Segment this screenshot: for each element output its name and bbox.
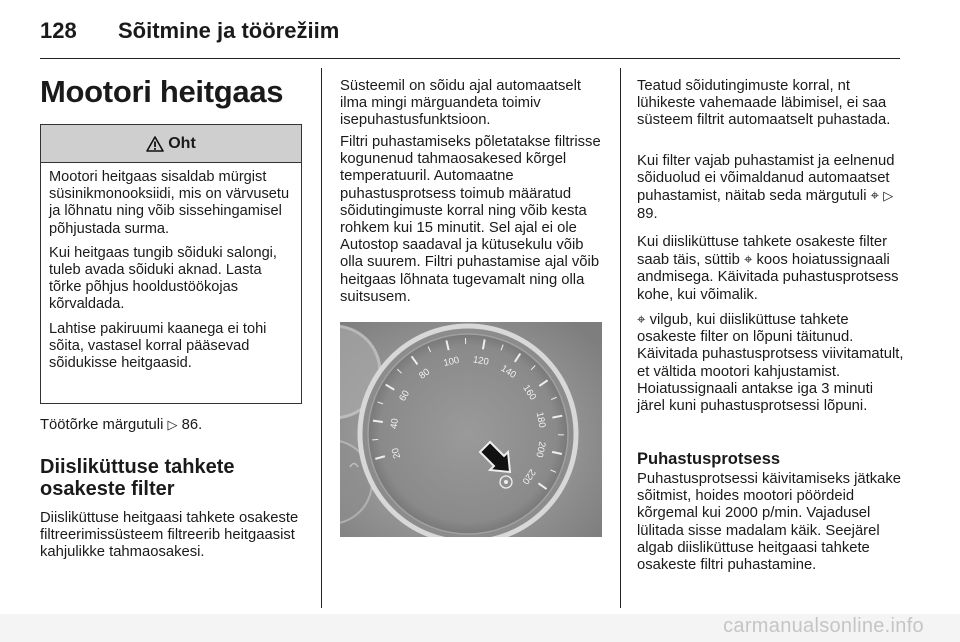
gauge-speed-label: 220 <box>519 466 538 487</box>
section-title: Mootori heitgaas <box>40 74 284 109</box>
column-divider <box>321 68 322 608</box>
gauge-speed-label: 180 <box>533 411 548 429</box>
warning-body <box>41 163 301 372</box>
column-divider <box>620 68 621 608</box>
watermark-bar <box>0 614 960 642</box>
page-reference-icon: ▷ <box>167 417 178 432</box>
gauge-speed-label: 120 <box>472 354 490 368</box>
speedometer-image <box>340 322 602 537</box>
col3-paragraph-3 <box>637 234 905 304</box>
page-number: 128 <box>40 18 77 43</box>
watermark-text: carmanualsonline.info <box>723 615 924 637</box>
warning-box <box>40 124 302 404</box>
col3-paragraph-2-ref: 89. <box>637 205 658 222</box>
col3-paragraph-2 <box>637 153 905 223</box>
reference-text: Töötõrke märgutuli <box>40 417 164 433</box>
gauge-speed-label: 160 <box>520 382 539 403</box>
fault-lamp-reference <box>40 416 302 434</box>
col3-paragraph-4 <box>637 311 905 415</box>
reference-page: 86. <box>181 417 203 433</box>
col3-paragraph-1: Teatud sõidutingimuste korral, nt lühikeste vahemaade läbimisel, ei saa süsteem filtrit automaatselt puhastada. <box>637 78 891 129</box>
warning-triangle-icon <box>146 136 164 152</box>
speedometer-illustration <box>340 322 602 537</box>
dpf-warning-icon: ⌖ <box>743 251 753 269</box>
warning-title: Oht <box>168 134 196 152</box>
col2-paragraph-1: Süsteemil on sõidu ajal automaatselt ilma mingi märguandeta toimiv isepuhastusfunktsioon. <box>340 78 581 129</box>
page-reference-icon: ▷ <box>883 188 894 204</box>
running-title: Sõitmine ja töörežiim <box>118 18 340 43</box>
cleaning-heading: Puhastusprotsess <box>637 450 781 468</box>
dpf-heading: Diisliküttuse tahkete osakeste filter <box>40 456 235 500</box>
header-rule <box>40 58 900 59</box>
warning-paragraph: Lahtise pakiruumi kaanega ei tohi sõita, vastasel korral pääsevad sõidukisse heitgaasid. <box>49 320 267 372</box>
warning-paragraph: Kui heitgaas tungib sõiduki salongi, tuleb avada sõiduki aknad. Lasta tõrke põhjus hooldustöökojas kõrvaldada. <box>49 244 277 313</box>
dpf-intro: Diisliküttuse heitgaasi tahkete osakeste filtreerimissüsteem filtreerib heitgaasist kahjulikke tahmaosakesi. <box>40 510 299 561</box>
warning-paragraph: Mootori heitgaas sisaldab mürgist süsinikmonooksiidi, mis on värvusetu ja lõhnatu ning võib sissehingamisel põhjustada surma. <box>49 169 290 237</box>
col3-paragraph-4-text: vilgub, kui diisliküttuse tahkete osakeste filter on lõpuni täitunud. Käivitada puhastusprotsess viivitamatult, et vältida mootori kahjustamist. Hoiatussignaali antakse iga 3 minuti järel kuni puhastusprotsessi lõpuni. <box>637 312 904 415</box>
col2-paragraph-2: Filtri puhastamiseks põletatakse filtrisse kogunenud tahmaosakesed kõrgel temperatuuril. Automaatne puhastusprotsess toimub määratud sõidutingimuste korral ning võib kesta rohkem kui 15 minutit. Sel ajal ei ole Autostop saadaval ja kütusekulu võib olla suurem. Filtri puhastamise ajal võib heitgaas lõhnata tugevamalt ning olla suitsusem. <box>340 134 601 305</box>
gauge-speed-label: 140 <box>498 363 518 381</box>
warning-header <box>41 125 301 163</box>
gauge-speed-label: 200 <box>533 440 548 459</box>
dpf-warning-icon: ⌖ <box>637 311 646 328</box>
dpf-warning-icon: ⌖ <box>870 187 880 205</box>
gauge-speed-label: 100 <box>442 354 461 370</box>
gauge-speed-label: 40 <box>388 417 401 430</box>
cleaning-text: Puhastusprotsessi käivitamiseks jätkake sõitmist, hoides mootori pöördeid kõrgemal kui 2000 p/min. Vajadusel lülitada sisse madalam käik. Seejärel algab diisliküttuse heitgaasi tahkete osakeste filtri puhastamine. <box>637 471 901 574</box>
gauge-speed-label: 20 <box>389 446 404 460</box>
col3-paragraph-2-text: Kui filter vajab puhastamist ja eelnenud sõiduolud ei võimaldanud automaatset puhastamist, näitab seda märgutuli <box>637 153 895 205</box>
gauge-tick <box>373 421 383 422</box>
gauge-speed-label: 80 <box>417 366 433 382</box>
page-header <box>40 18 920 58</box>
col3-paragraph-3-text: Kui diisliküttuse tahkete osakeste filter saab täis, süttib <box>637 234 888 269</box>
col3-paragraph-3-tail: koos hoiatussignaali andmisega. Käivitada puhastusprotsess kohe, kui võimalik. <box>637 252 899 303</box>
gauge-speed-label: 60 <box>397 388 413 404</box>
